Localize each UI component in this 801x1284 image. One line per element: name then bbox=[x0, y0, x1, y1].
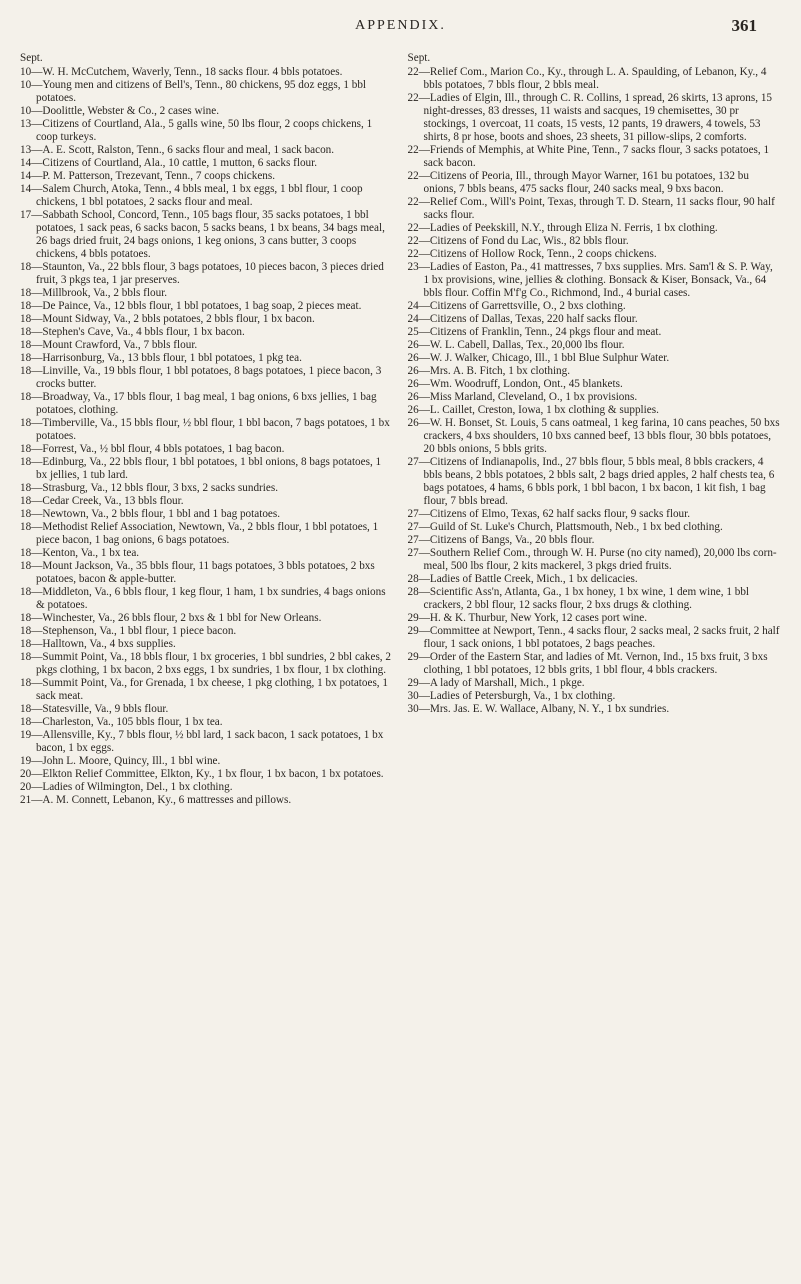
donation-entry: 29—H. & K. Thurbur, New York, 12 cases port wine. bbox=[407, 612, 648, 624]
donation-entry: 18—Cedar Creek, Va., 13 bbls flour. bbox=[20, 495, 184, 507]
donation-entry: 24—Citizens of Dallas, Texas, 220 half sacks flour. bbox=[407, 313, 638, 325]
donation-entry: 23—Ladies of Easton, Pa., 41 mattresses, 7 bxs supplies. Mrs. Sam'l & S. P. Way, 1 bx provisions, wine, jellies & clothing. Bonsack & Kiser, Bonsack, Va., 64 bbls flour. Coffin M'f'g Co., Richmond, Ind., 4 burial cases. bbox=[407, 261, 773, 299]
donation-entry: 18—Charleston, Va., 105 bbls flour, 1 bx tea. bbox=[20, 716, 223, 728]
donation-entry: 18—Stephenson, Va., 1 bbl flour, 1 piece bacon. bbox=[20, 625, 237, 637]
donation-entry: 18—Harrisonburg, Va., 13 bbls flour, 1 bbl potatoes, 1 pkg tea. bbox=[20, 352, 302, 364]
donation-entry: 22—Relief Com., Will's Point, Texas, through T. D. Stearn, 11 sacks flour, 90 half sacks flour. bbox=[407, 196, 775, 221]
donation-entry: 18—Mount Sidway, Va., 2 bbls potatoes, 2 bbls flour, 1 bx bacon. bbox=[20, 313, 315, 325]
donation-entry: 29—Committee at Newport, Tenn., 4 sacks flour, 2 sacks meal, 2 sacks fruit, 2 half flour, 1 sack onions, 1 bbl potatoes, 2 bags peaches. bbox=[407, 625, 780, 650]
donation-entry: 18—Linville, Va., 19 bbls flour, 1 bbl potatoes, 8 bags potatoes, 1 piece bacon, 3 crocks butter. bbox=[20, 365, 382, 390]
donation-entry: 26—L. Caillet, Creston, Iowa, 1 bx clothing & supplies. bbox=[407, 404, 659, 416]
donation-entry: 26—Miss Marland, Cleveland, O., 1 bx provisions. bbox=[407, 391, 638, 403]
donation-entry: 18—Forrest, Va., ½ bbl flour, 4 bbls potatoes, 1 bag bacon. bbox=[20, 443, 285, 455]
donation-entry: 17—Sabbath School, Concord, Tenn., 105 bags flour, 35 sacks potatoes, 1 bbl potatoes, 1 sack peas, 6 sacks bacon, 5 sacks beans, 1 bx beans, 34 bags meal, 26 bags dried fruit, 24 bags onions, 1 keg onions, 3 cans butter, 3 coops chickens, 4 bbls potatoes. bbox=[20, 209, 385, 260]
donation-entry: 26—W. H. Bonset, St. Louis, 5 cans oatmeal, 1 keg farina, 10 cans peaches, 50 bxs crackers, 4 bxs shoulders, 10 bxs canned beef, 13 bbls flour, 30 bbls potatoes, 20 bbls onions, 5 bbls grits. bbox=[407, 417, 780, 455]
donation-entry: 18—Halltown, Va., 4 bxs supplies. bbox=[20, 638, 176, 650]
donation-entry: 27—Southern Relief Com., through W. H. Purse (no city named), 20,000 lbs corn-meal, 500 lbs flour, 2 kits mackerel, 3 pkgs dried fruits. bbox=[407, 547, 777, 572]
donation-entry: 14—Citizens of Courtland, Ala., 10 cattle, 1 mutton, 6 sacks flour. bbox=[20, 157, 318, 169]
donation-entry: 22—Ladies of Elgin, Ill., through C. R. Collins, 1 spread, 26 skirts, 13 aprons, 15 night-dresses, 83 dresses, 11 waists and sacques, 19 chemisettes, 30 pr stockings, 1 overcoat, 11 coats, 15 vests, 12 pants, 19 drawers, 4 towels, 53 shirts, 8 pr hose, boots and shoes, 23 sheets, 31 pillow-slips, 2 comforts. bbox=[407, 92, 773, 143]
donation-entry: 30—Ladies of Petersburgh, Va., 1 bx clothing. bbox=[407, 690, 616, 702]
donation-entry: 18—Middleton, Va., 6 bbls flour, 1 keg flour, 1 ham, 1 bx sundries, 4 bags onions & potatoes. bbox=[20, 586, 386, 611]
donation-entry: 18—Mount Jackson, Va., 35 bbls flour, 11 bags potatoes, 3 bbls potatoes, 2 bxs potatoes, bacon & apple-butter. bbox=[20, 560, 375, 585]
donation-entry: 18—Millbrook, Va., 2 bbls flour. bbox=[20, 287, 168, 299]
donation-entry: 26—Wm. Woodruff, London, Ont., 45 blankets. bbox=[407, 378, 623, 390]
donation-entry: 27—Guild of St. Luke's Church, Plattsmouth, Neb., 1 bx bed clothing. bbox=[407, 521, 723, 533]
donation-entry: 22—Friends of Memphis, at White Pine, Tenn., 7 sacks flour, 3 sacks potatoes, 1 sack bacon. bbox=[407, 144, 770, 169]
donation-entry: 20—Ladies of Wilmington, Del., 1 bx clothing. bbox=[20, 781, 233, 793]
donation-entry: 18—Strasburg, Va., 12 bbls flour, 3 bxs, 2 sacks sundries. bbox=[20, 482, 278, 494]
donation-entry: 18—De Paince, Va., 12 bbls flour, 1 bbl potatoes, 1 bag soap, 2 pieces meat. bbox=[20, 300, 362, 312]
donation-entry: 14—Salem Church, Atoka, Tenn., 4 bbls meal, 1 bx eggs, 1 bbl flour, 1 coop chickens, 1 bbl potatoes, 2 sacks flour and meal. bbox=[20, 183, 363, 208]
donation-entry: 27—Citizens of Indianapolis, Ind., 27 bbls flour, 5 bbls meal, 8 bbls crackers, 4 bbls beans, 2 bbls potatoes, 2 bbls salt, 2 bags dried apples, 2 half chests tea, 6 bags potatoes, 4 hams, 6 bbls pork, 1 bbl bacon, 1 bx bacon, 1 kit fish, 1 bag flour, 7 bbls bread. bbox=[407, 456, 775, 507]
donation-entry: 18—Newtown, Va., 2 bbls flour, 1 bbl and 1 bag potatoes. bbox=[20, 508, 281, 520]
donation-entry: 27—Citizens of Elmo, Texas, 62 half sacks flour, 9 sacks flour. bbox=[407, 508, 691, 520]
text-columns bbox=[20, 52, 781, 1274]
donation-entry: 10—Young men and citizens of Bell's, Tenn., 80 chickens, 95 doz eggs, 1 bbl potatoes. bbox=[20, 79, 367, 104]
donation-entry: 24—Citizens of Garrettsville, O., 2 bxs clothing. bbox=[407, 300, 626, 312]
donation-entry: 22—Relief Com., Marion Co., Ky., through L. A. Spaulding, of Lebanon, Ky., 4 bbls potatoes, 7 bbls flour, 2 bbls meal. bbox=[407, 66, 767, 91]
donation-entry: 18—Edinburg, Va., 22 bbls flour, 1 bbl potatoes, 1 bbl onions, 8 bags potatoes, 1 bx jellies, 1 tub lard. bbox=[20, 456, 382, 481]
donation-entry: 26—W. L. Cabell, Dallas, Tex., 20,000 lbs flour. bbox=[407, 339, 625, 351]
donation-entry: 18—Timberville, Va., 15 bbls flour, ½ bbl flour, 1 bbl bacon, 7 bags potatoes, 1 bx potatoes. bbox=[20, 417, 390, 442]
donation-entry: 29—A lady of Marshall, Mich., 1 pkge. bbox=[407, 677, 585, 689]
donation-entry: 25—Citizens of Franklin, Tenn., 24 pkgs flour and meat. bbox=[407, 326, 662, 338]
donation-entry: 28—Ladies of Battle Creek, Mich., 1 bx delicacies. bbox=[407, 573, 638, 585]
donation-entry: 20—Elkton Relief Committee, Elkton, Ky., 1 bx flour, 1 bx bacon, 1 bx potatoes. bbox=[20, 768, 384, 780]
donation-entry: 18—Methodist Relief Association, Newtown, Va., 2 bbls flour, 1 bbl potatoes, 1 piece bacon, 1 bag onions, 6 bags potatoes. bbox=[20, 521, 379, 546]
donation-entry: 18—Summit Point, Va., for Grenada, 1 bx cheese, 1 pkg clothing, 1 bx potatoes, 1 sack meat. bbox=[20, 677, 388, 702]
page-header bbox=[40, 16, 761, 40]
donation-entry: 18—Mount Crawford, Va., 7 bbls flour. bbox=[20, 339, 198, 351]
donation-entry: 22—Citizens of Hollow Rock, Tenn., 2 coops chickens. bbox=[407, 248, 657, 260]
donation-entry: 18—Kenton, Va., 1 bx tea. bbox=[20, 547, 140, 559]
donation-entry: 29—Order of the Eastern Star, and ladies of Mt. Vernon, Ind., 15 bxs fruit, 3 bxs clothing, 1 bbl potatoes, 12 bbls grits, 1 bbl flour, 4 bbls crackers. bbox=[407, 651, 768, 676]
donation-entry: 13—Citizens of Courtland, Ala., 5 galls wine, 50 lbs flour, 2 coops chickens, 1 coop turkeys. bbox=[20, 118, 373, 143]
donation-entry: 10—Doolittle, Webster & Co., 2 cases wine. bbox=[20, 105, 219, 117]
right-column bbox=[408, 52, 782, 1274]
donation-entry: 26—W. J. Walker, Chicago, Ill., 1 bbl Blue Sulphur Water. bbox=[407, 352, 670, 364]
donation-entry: 13—A. E. Scott, Ralston, Tenn., 6 sacks flour and meal, 1 sack bacon. bbox=[20, 144, 335, 156]
donation-entry: 22—Citizens of Fond du Lac, Wis., 82 bbls flour. bbox=[407, 235, 629, 247]
donation-entry: 28—Scientific Ass'n, Atlanta, Ga., 1 bx honey, 1 bx wine, 1 dem wine, 1 bbl crackers, 2 bbl flour, 12 sacks flour, 2 bxs drugs & clothing. bbox=[407, 586, 750, 611]
donation-entry: 18—Broadway, Va., 17 bbls flour, 1 bag meal, 1 bag onions, 6 bxs jellies, 1 bag potatoes, clothing. bbox=[20, 391, 377, 416]
donation-entry: 19—Allensville, Ky., 7 bbls flour, ½ bbl lard, 1 sack bacon, 1 sack potatoes, 1 bx bacon, 1 bx eggs. bbox=[20, 729, 384, 754]
month-label: Sept. bbox=[20, 52, 43, 64]
donation-entry: 18—Summit Point, Va., 18 bbls flour, 1 bx groceries, 1 bbl sundries, 2 bbl cakes, 2 pkgs clothing, 1 bx bacon, 2 bxs eggs, 1 bx sundries, 1 bx flour, 1 bx clothing. bbox=[20, 651, 391, 676]
donation-entry: 27—Citizens of Bangs, Va., 20 bbls flour. bbox=[407, 534, 595, 546]
month-label: Sept. bbox=[407, 52, 431, 64]
donation-entry: 18—Staunton, Va., 22 bbls flour, 3 bags potatoes, 10 pieces bacon, 3 pieces dried fruit, 3 pkgs tea, 1 jar preserves. bbox=[20, 261, 384, 286]
donation-entry: 30—Mrs. Jas. E. W. Wallace, Albany, N. Y., 1 bx sundries. bbox=[407, 703, 670, 715]
donation-entry: 18—Winchester, Va., 26 bbls flour, 2 bxs & 1 bbl for New Orleans. bbox=[20, 612, 322, 624]
left-column bbox=[20, 52, 394, 1274]
donation-entry: 14—P. M. Patterson, Trezevant, Tenn., 7 coops chickens. bbox=[20, 170, 276, 182]
donation-entry: 18—Stephen's Cave, Va., 4 bbls flour, 1 bx bacon. bbox=[20, 326, 245, 338]
page-number: 361 bbox=[731, 16, 757, 35]
donation-entry: 18—Statesville, Va., 9 bbls flour. bbox=[20, 703, 169, 715]
running-head: APPENDIX. bbox=[355, 18, 446, 33]
donation-entry: 22—Ladies of Peekskill, N.Y., through Eliza N. Ferris, 1 bx clothing. bbox=[407, 222, 718, 234]
donation-entry: 21—A. M. Connett, Lebanon, Ky., 6 mattresses and pillows. bbox=[20, 794, 292, 806]
donation-entry: 10—W. H. McCutchem, Waverly, Tenn., 18 sacks flour. 4 bbls potatoes. bbox=[20, 66, 343, 78]
donation-entry: 19—John L. Moore, Quincy, Ill., 1 bbl wine. bbox=[20, 755, 221, 767]
donation-entry: 26—Mrs. A. B. Fitch, 1 bx clothing. bbox=[407, 365, 571, 377]
donation-entry: 22—Citizens of Peoria, Ill., through Mayor Warner, 161 bu potatoes, 132 bu onions, 7 bbls beans, 475 sacks flour, 240 sacks meal, 9 bxs bacon. bbox=[407, 170, 749, 195]
